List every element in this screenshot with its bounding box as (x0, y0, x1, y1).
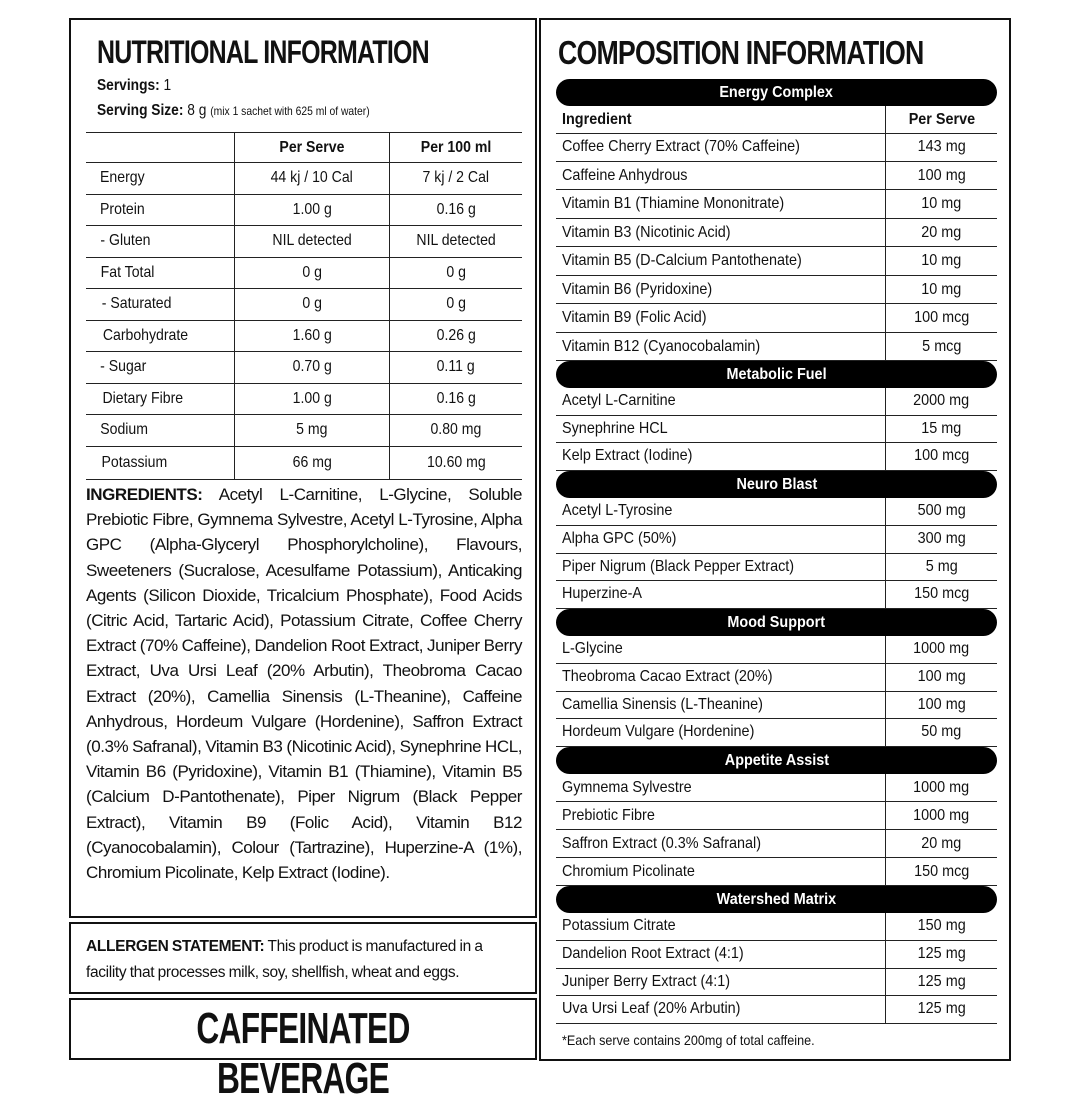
ingredient-name: Dandelion Root Extract (4:1) (562, 944, 744, 962)
product-type-label: CAFFEINATED BEVERAGE (196, 1004, 410, 1103)
per-serve-value: 1.00 g (235, 194, 390, 226)
caffeine-footnote: *Each serve contains 200mg of total caffeine. (562, 1032, 815, 1048)
ingredient-name: Gymnema Sylvestre (562, 779, 692, 796)
per-100ml-value: 10.60 mg (390, 446, 523, 479)
ingredient-dose: 15 mg (885, 416, 997, 443)
ingredient-name: Hordeum Vulgare (Hordenine) (562, 723, 755, 741)
ingredient-dose: 125 mg (885, 941, 997, 968)
nutrient-name: - Saturated (86, 289, 235, 321)
ingredient-dose: 10 mg (885, 247, 997, 275)
ingredient-dose: 100 mcg (885, 443, 997, 470)
nutrition-row-potassium (86, 446, 522, 479)
ingredient-dose: 100 mg (885, 664, 997, 691)
per-serve-value: 66 mg (235, 446, 390, 479)
composition-row (556, 526, 997, 554)
per-100ml-value: 0 g (390, 257, 523, 289)
composition-row (556, 830, 997, 858)
nutrition-row-fat-total (86, 257, 522, 289)
nutrient-name: Fat Total (86, 257, 235, 289)
composition-row (556, 247, 997, 276)
ingredients-list: Acetyl L-Carnitine, L-Glycine, Soluble Prebiotic Fibre, Gymnema Sylvestre, Acetyl L-Tyrosine, Alpha GPC (Alpha-Glyceryl Phosphorylcholine), Flavours, Sweeteners (Sucralose, Acesulfame Potassium), Anticaking Agents (Silicon Dioxide, Tricalcium Phosphate), Food Acids (Citric Acid, Tartaric Acid), Potassium Citrate, Coffee Cherry Extract (70% Caffeine), Dandelion Root Extract, Juniper Berry Extract, Uva Ursi Leaf (20% Arbutin), Theobroma Cacao Extract (20%), Camellia Sinensis (L-Theanine), Caffeine Anhydrous, Hordeum Vulgare (Hordenine), Saffron Extract (0.3% Safranal), Vitamin B3 (Nicotinic Acid), Synephrine HCL, Vitamin B6 (Pyridoxine), Vitamin B1 (Thiamine), Vitamin B5 (Calcium D-Pantothenate), Piper Nigrum (Black Pepper Extract), Vitamin B9 (Folic Acid), Vitamin B12 (Cyanocobalamin), Colour (Tartrazine), Huperzine-A (1%), Chromium Picolinate, Kelp Extract (Iodine). (86, 485, 522, 883)
composition-row (556, 443, 997, 471)
composition-row (556, 333, 997, 362)
ingredient-name: Synephrine HCL (562, 419, 668, 437)
ingredient-name: Vitamin B9 (Folic Acid) (562, 309, 707, 326)
column-header-blank (86, 133, 235, 163)
ingredients-text-block (86, 482, 522, 885)
nutrition-title: NUTRITIONAL INFORMATION (97, 34, 429, 70)
composition-row (556, 774, 997, 802)
nutrition-row-sodium (86, 415, 522, 447)
composition-row (556, 304, 997, 333)
ingredient-name: Alpha GPC (50%) (562, 529, 677, 547)
ingredient-name: Acetyl L-Tyrosine (562, 502, 673, 519)
ingredient-dose: 20 mg (885, 219, 997, 247)
per-100ml-value: 0 g (390, 289, 523, 321)
section-mood-support: Mood Support (556, 609, 997, 636)
nutrient-name: Dietary Fibre (86, 383, 235, 415)
composition-row (556, 554, 997, 582)
per-100ml-value: 0.80 mg (390, 415, 523, 447)
serving-size-label: Serving Size: (97, 102, 184, 119)
per-serve-value: 1.60 g (235, 320, 390, 352)
nutrition-row-dietary-fibre (86, 383, 522, 415)
per-serve-value: 0 g (235, 289, 390, 321)
ingredient-dose: 125 mg (885, 996, 997, 1023)
per-serve-value: 0 g (235, 257, 390, 289)
ingredient-name: Saffron Extract (0.3% Safranal) (562, 835, 762, 852)
composition-panel (539, 18, 1011, 1061)
column-header-per-serve: Per Serve (885, 106, 997, 133)
column-header-ingredient: Ingredient (562, 111, 632, 128)
ingredient-name: Chromium Picolinate (562, 863, 695, 880)
ingredient-dose: 150 mcg (885, 858, 997, 885)
allergen-text: This product is manufactured in a facility that processes milk, soy, shellfish, wheat and eggs. (86, 938, 483, 981)
ingredients-label: INGREDIENTS: (86, 485, 203, 504)
ingredient-name: Camellia Sinensis (L-Theanine) (562, 695, 763, 713)
ingredient-dose: 10 mg (885, 190, 997, 218)
ingredient-dose: 500 mg (885, 498, 997, 525)
per-100ml-value: 7 kj / 2 Cal (390, 163, 523, 195)
servings-line (97, 77, 171, 95)
nutrient-name: - Gluten (86, 226, 235, 258)
ingredient-name: Vitamin B12 (Cyanocobalamin) (562, 337, 761, 355)
ingredient-dose: 5 mg (885, 554, 997, 581)
ingredient-dose: 1000 mg (885, 774, 997, 801)
ingredient-name: Juniper Berry Extract (4:1) (562, 972, 731, 990)
nutrition-row-protein (86, 194, 522, 226)
section-energy-complex: Energy Complex (556, 79, 997, 106)
composition-row (556, 664, 997, 692)
nutrition-row-saturated (86, 289, 522, 321)
ingredient-name: Piper Nigrum (Black Pepper Extract) (562, 557, 795, 575)
ingredient-name: Acetyl L-Carnitine (562, 392, 676, 409)
serving-size-line (97, 102, 370, 120)
per-serve-value: 5 mg (235, 415, 390, 447)
nutrition-table (86, 132, 522, 480)
nutrition-row-sugar (86, 352, 522, 384)
composition-row (556, 913, 997, 941)
ingredient-dose: 100 mg (885, 162, 997, 190)
ingredient-dose: 1000 mg (885, 636, 997, 663)
composition-row (556, 996, 997, 1024)
section-appetite-assist: Appetite Assist (556, 747, 997, 774)
nutrient-name: - Sugar (86, 352, 235, 384)
ingredient-name: Uva Ursi Leaf (20% Arbutin) (562, 1000, 741, 1018)
composition-row (556, 498, 997, 526)
composition-row (556, 802, 997, 830)
ingredient-dose: 2000 mg (885, 388, 997, 415)
nutrition-row-gluten (86, 226, 522, 258)
ingredient-name: Vitamin B5 (D-Calcium Pantothenate) (562, 252, 802, 269)
nutrient-name: Sodium (86, 415, 235, 447)
ingredient-dose: 100 mg (885, 692, 997, 719)
ingredient-name: Coffee Cherry Extract (70% Caffeine) (562, 138, 800, 155)
ingredient-dose: 143 mg (885, 133, 997, 161)
ingredient-name: Vitamin B1 (Thiamine Mononitrate) (562, 195, 785, 212)
ingredient-dose: 5 mcg (885, 333, 997, 361)
ingredient-dose: 100 mcg (885, 304, 997, 332)
ingredient-name: Potassium Citrate (562, 917, 676, 934)
ingredient-name: Kelp Extract (Iodine) (562, 447, 693, 465)
composition-row (556, 276, 997, 305)
per-serve-value: 0.70 g (235, 352, 390, 384)
servings-label: Servings: (97, 77, 160, 94)
per-100ml-value: 0.26 g (390, 320, 523, 352)
section-watershed-matrix: Watershed Matrix (556, 886, 997, 913)
column-header-per-serve: Per Serve (235, 133, 390, 163)
ingredient-dose: 50 mg (885, 719, 997, 746)
ingredient-name: Caffeine Anhydrous (562, 166, 688, 184)
composition-row (556, 133, 997, 162)
composition-row (556, 416, 997, 444)
serving-size-value: 8 g (187, 102, 207, 119)
ingredient-dose: 125 mg (885, 969, 997, 996)
composition-row (556, 719, 997, 747)
nutrient-name: Protein (86, 194, 235, 226)
nutrition-panel (69, 18, 537, 918)
per-serve-value: NIL detected (235, 226, 390, 258)
ingredient-dose: 150 mcg (885, 581, 997, 608)
composition-row (556, 388, 997, 416)
composition-row (556, 858, 997, 886)
composition-header-row (556, 106, 997, 134)
nutrient-name: Energy (86, 163, 235, 195)
section-neuro-blast: Neuro Blast (556, 471, 997, 498)
ingredient-dose: 1000 mg (885, 802, 997, 829)
allergen-panel (69, 922, 537, 994)
per-100ml-value: 0.16 g (390, 383, 523, 415)
ingredient-name: Prebiotic Fibre (562, 807, 655, 824)
nutrition-table-header (86, 133, 522, 163)
composition-title: COMPOSITION INFORMATION (558, 34, 924, 71)
composition-row (556, 219, 997, 248)
ingredient-dose: 20 mg (885, 830, 997, 857)
servings-value: 1 (163, 77, 172, 94)
ingredient-dose: 10 mg (885, 276, 997, 304)
product-type-banner (69, 998, 537, 1103)
ingredient-name: Vitamin B3 (Nicotinic Acid) (562, 223, 731, 241)
column-header-per-100ml: Per 100 ml (390, 133, 523, 163)
ingredient-name: Theobroma Cacao Extract (20%) (562, 667, 773, 685)
per-100ml-value: 0.11 g (390, 352, 523, 384)
section-metabolic-fuel: Metabolic Fuel (556, 361, 997, 388)
composition-row (556, 636, 997, 664)
per-100ml-value: NIL detected (390, 226, 523, 258)
ingredient-dose: 300 mg (885, 526, 997, 553)
serving-size-note: (mix 1 sachet with 625 ml of water) (210, 104, 370, 118)
composition-row (556, 581, 997, 609)
ingredient-name: L-Glycine (562, 640, 623, 657)
per-serve-value: 44 kj / 10 Cal (235, 163, 390, 195)
ingredient-dose: 150 mg (885, 913, 997, 940)
composition-row (556, 941, 997, 969)
nutrient-name: Carbohydrate (86, 320, 235, 352)
per-serve-value: 1.00 g (235, 383, 390, 415)
allergen-label: ALLERGEN STATEMENT: (86, 938, 265, 955)
composition-row (556, 969, 997, 997)
per-100ml-value: 0.16 g (390, 194, 523, 226)
ingredient-name: Huperzine-A (562, 585, 643, 603)
allergen-statement (86, 934, 526, 986)
composition-row (556, 190, 997, 219)
nutrition-row-energy (86, 163, 522, 195)
nutrient-name: Potassium (86, 446, 235, 479)
ingredient-name: Vitamin B6 (Pyridoxine) (562, 280, 713, 298)
nutrition-row-carbohydrate (86, 320, 522, 352)
composition-row (556, 162, 997, 191)
composition-row (556, 692, 997, 720)
